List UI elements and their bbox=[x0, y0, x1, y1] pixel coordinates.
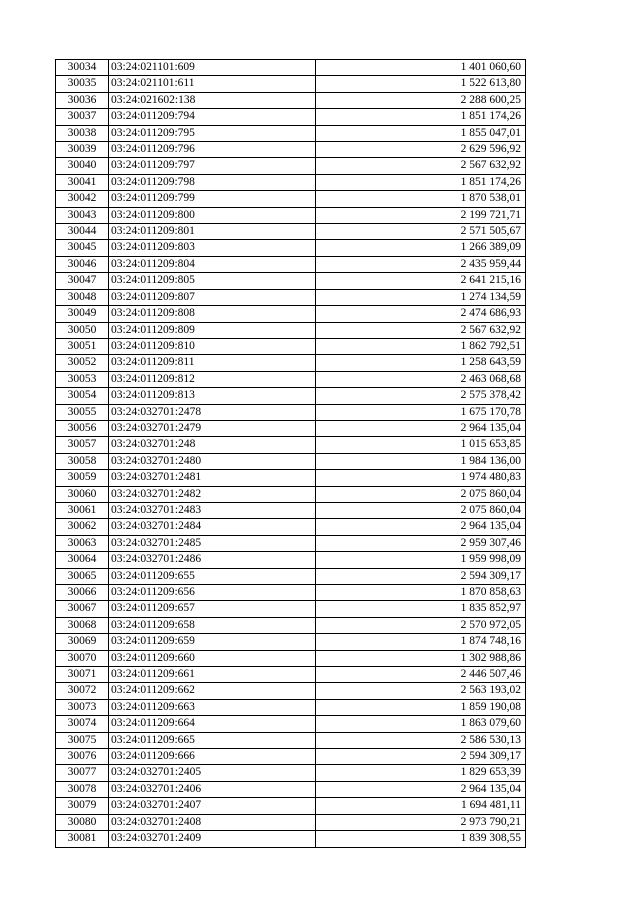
row-number-cell: 30058 bbox=[56, 453, 109, 469]
table-row bbox=[56, 322, 526, 338]
cadastral-number-cell: 03:24:011209:662 bbox=[109, 683, 316, 699]
row-number-cell: 30071 bbox=[56, 667, 109, 683]
cadastral-number-cell: 03:24:011209:659 bbox=[109, 634, 316, 650]
cadastral-value-cell: 1 874 748,16 bbox=[316, 634, 526, 650]
cadastral-number-cell: 03:24:011209:794 bbox=[109, 109, 316, 125]
row-number-cell: 30052 bbox=[56, 355, 109, 371]
cadastral-value-table bbox=[55, 59, 526, 848]
cadastral-value-cell: 2 563 193,02 bbox=[316, 683, 526, 699]
cadastral-value-cell: 1 851 174,26 bbox=[316, 109, 526, 125]
table-row bbox=[56, 453, 526, 469]
row-number-cell: 30038 bbox=[56, 125, 109, 141]
cadastral-number-cell: 03:24:011209:798 bbox=[109, 174, 316, 190]
row-number-cell: 30042 bbox=[56, 191, 109, 207]
cadastral-value-cell: 1 835 852,97 bbox=[316, 601, 526, 617]
row-number-cell: 30034 bbox=[56, 60, 109, 76]
cadastral-number-cell: 03:24:011209:657 bbox=[109, 601, 316, 617]
row-number-cell: 30077 bbox=[56, 765, 109, 781]
cadastral-number-cell: 03:24:032701:2479 bbox=[109, 420, 316, 436]
cadastral-number-cell: 03:24:032701:2480 bbox=[109, 453, 316, 469]
row-number-cell: 30051 bbox=[56, 338, 109, 354]
cadastral-number-cell: 03:24:011209:799 bbox=[109, 191, 316, 207]
cadastral-number-cell: 03:24:011209:666 bbox=[109, 749, 316, 765]
cadastral-number-cell: 03:24:032701:2483 bbox=[109, 502, 316, 518]
row-number-cell: 30069 bbox=[56, 634, 109, 650]
table-row bbox=[56, 109, 526, 125]
table-row bbox=[56, 585, 526, 601]
table-row bbox=[56, 240, 526, 256]
cadastral-number-cell: 03:24:011209:805 bbox=[109, 273, 316, 289]
row-number-cell: 30041 bbox=[56, 174, 109, 190]
row-number-cell: 30057 bbox=[56, 437, 109, 453]
row-number-cell: 30056 bbox=[56, 420, 109, 436]
row-number-cell: 30059 bbox=[56, 470, 109, 486]
table-row bbox=[56, 781, 526, 797]
cadastral-number-cell: 03:24:011209:655 bbox=[109, 568, 316, 584]
row-number-cell: 30047 bbox=[56, 273, 109, 289]
table-row bbox=[56, 634, 526, 650]
cadastral-number-cell: 03:24:032701:2409 bbox=[109, 831, 316, 847]
cadastral-value-cell: 1 851 174,26 bbox=[316, 174, 526, 190]
table-row bbox=[56, 798, 526, 814]
table-row bbox=[56, 486, 526, 502]
cadastral-number-cell: 03:24:011209:663 bbox=[109, 699, 316, 715]
row-number-cell: 30081 bbox=[56, 831, 109, 847]
cadastral-value-cell: 2 641 215,16 bbox=[316, 273, 526, 289]
cadastral-value-cell: 2 571 505,67 bbox=[316, 224, 526, 240]
cadastral-number-cell: 03:24:011209:803 bbox=[109, 240, 316, 256]
cadastral-number-cell: 03:24:032701:2484 bbox=[109, 519, 316, 535]
cadastral-value-cell: 1 258 643,59 bbox=[316, 355, 526, 371]
cadastral-value-cell: 2 964 135,04 bbox=[316, 519, 526, 535]
table-row bbox=[56, 174, 526, 190]
table-row bbox=[56, 699, 526, 715]
table-row bbox=[56, 420, 526, 436]
table-row bbox=[56, 831, 526, 847]
cadastral-value-cell: 2 567 632,92 bbox=[316, 322, 526, 338]
row-number-cell: 30070 bbox=[56, 650, 109, 666]
row-number-cell: 30067 bbox=[56, 601, 109, 617]
table-row bbox=[56, 355, 526, 371]
row-number-cell: 30062 bbox=[56, 519, 109, 535]
cadastral-value-cell: 2 973 790,21 bbox=[316, 814, 526, 830]
cadastral-value-cell: 2 474 686,93 bbox=[316, 306, 526, 322]
cadastral-value-cell: 1 839 308,55 bbox=[316, 831, 526, 847]
row-number-cell: 30072 bbox=[56, 683, 109, 699]
table-row bbox=[56, 568, 526, 584]
cadastral-number-cell: 03:24:021101:611 bbox=[109, 76, 316, 92]
cadastral-value-cell: 1 829 653,39 bbox=[316, 765, 526, 781]
row-number-cell: 30040 bbox=[56, 158, 109, 174]
row-number-cell: 30043 bbox=[56, 207, 109, 223]
cadastral-value-cell: 2 075 860,04 bbox=[316, 486, 526, 502]
table-row bbox=[56, 437, 526, 453]
row-number-cell: 30076 bbox=[56, 749, 109, 765]
cadastral-number-cell: 03:24:011209:797 bbox=[109, 158, 316, 174]
row-number-cell: 30063 bbox=[56, 535, 109, 551]
cadastral-number-cell: 03:24:032701:2482 bbox=[109, 486, 316, 502]
table-row bbox=[56, 749, 526, 765]
cadastral-number-cell: 03:24:011209:796 bbox=[109, 142, 316, 158]
table-row bbox=[56, 338, 526, 354]
cadastral-value-cell: 2 594 309,17 bbox=[316, 568, 526, 584]
cadastral-value-cell: 1 863 079,60 bbox=[316, 716, 526, 732]
cadastral-value-cell: 2 586 530,13 bbox=[316, 732, 526, 748]
cadastral-number-cell: 03:24:011209:795 bbox=[109, 125, 316, 141]
cadastral-number-cell: 03:24:011209:661 bbox=[109, 667, 316, 683]
row-number-cell: 30045 bbox=[56, 240, 109, 256]
row-number-cell: 30055 bbox=[56, 404, 109, 420]
cadastral-value-cell: 2 570 972,05 bbox=[316, 617, 526, 633]
cadastral-value-cell: 2 575 378,42 bbox=[316, 388, 526, 404]
row-number-cell: 30053 bbox=[56, 371, 109, 387]
cadastral-value-cell: 2 964 135,04 bbox=[316, 781, 526, 797]
cadastral-value-cell: 1 870 538,01 bbox=[316, 191, 526, 207]
cadastral-number-cell: 03:24:011209:807 bbox=[109, 289, 316, 305]
cadastral-number-cell: 03:24:021602:138 bbox=[109, 92, 316, 108]
table-row bbox=[56, 617, 526, 633]
row-number-cell: 30035 bbox=[56, 76, 109, 92]
cadastral-value-cell: 2 463 068,68 bbox=[316, 371, 526, 387]
table-row bbox=[56, 552, 526, 568]
table-row bbox=[56, 765, 526, 781]
cadastral-number-cell: 03:24:032701:2405 bbox=[109, 765, 316, 781]
cadastral-value-cell: 1 675 170,78 bbox=[316, 404, 526, 420]
row-number-cell: 30068 bbox=[56, 617, 109, 633]
cadastral-value-cell: 1 015 653,85 bbox=[316, 437, 526, 453]
cadastral-value-cell: 2 594 309,17 bbox=[316, 749, 526, 765]
table-row bbox=[56, 256, 526, 272]
table-row bbox=[56, 224, 526, 240]
row-number-cell: 30037 bbox=[56, 109, 109, 125]
cadastral-value-cell: 2 446 507,46 bbox=[316, 667, 526, 683]
row-number-cell: 30074 bbox=[56, 716, 109, 732]
table-row bbox=[56, 289, 526, 305]
table-row bbox=[56, 601, 526, 617]
cadastral-value-cell: 1 959 998,09 bbox=[316, 552, 526, 568]
cadastral-value-cell: 1 870 858,63 bbox=[316, 585, 526, 601]
cadastral-number-cell: 03:24:011209:808 bbox=[109, 306, 316, 322]
table-row bbox=[56, 92, 526, 108]
cadastral-value-cell: 2 959 307,46 bbox=[316, 535, 526, 551]
table-row bbox=[56, 76, 526, 92]
table-body bbox=[56, 60, 526, 848]
table-row bbox=[56, 142, 526, 158]
table-row bbox=[56, 535, 526, 551]
cadastral-number-cell: 03:24:021101:609 bbox=[109, 60, 316, 76]
table-row bbox=[56, 667, 526, 683]
cadastral-number-cell: 03:24:011209:809 bbox=[109, 322, 316, 338]
table-row bbox=[56, 191, 526, 207]
row-number-cell: 30061 bbox=[56, 502, 109, 518]
cadastral-number-cell: 03:24:011209:665 bbox=[109, 732, 316, 748]
cadastral-number-cell: 03:24:032701:2478 bbox=[109, 404, 316, 420]
table-row bbox=[56, 814, 526, 830]
cadastral-value-cell: 1 862 792,51 bbox=[316, 338, 526, 354]
table-row bbox=[56, 158, 526, 174]
cadastral-number-cell: 03:24:032701:2481 bbox=[109, 470, 316, 486]
table-row bbox=[56, 519, 526, 535]
row-number-cell: 30075 bbox=[56, 732, 109, 748]
table-row bbox=[56, 650, 526, 666]
table-row bbox=[56, 683, 526, 699]
table-row bbox=[56, 60, 526, 76]
row-number-cell: 30065 bbox=[56, 568, 109, 584]
cadastral-value-cell: 2 567 632,92 bbox=[316, 158, 526, 174]
table-row bbox=[56, 306, 526, 322]
row-number-cell: 30044 bbox=[56, 224, 109, 240]
cadastral-number-cell: 03:24:011209:656 bbox=[109, 585, 316, 601]
row-number-cell: 30066 bbox=[56, 585, 109, 601]
row-number-cell: 30050 bbox=[56, 322, 109, 338]
row-number-cell: 30079 bbox=[56, 798, 109, 814]
cadastral-value-cell: 2 964 135,04 bbox=[316, 420, 526, 436]
cadastral-value-cell: 1 855 047,01 bbox=[316, 125, 526, 141]
table-row bbox=[56, 716, 526, 732]
row-number-cell: 30049 bbox=[56, 306, 109, 322]
row-number-cell: 30060 bbox=[56, 486, 109, 502]
cadastral-number-cell: 03:24:032701:2408 bbox=[109, 814, 316, 830]
cadastral-number-cell: 03:24:032701:2407 bbox=[109, 798, 316, 814]
cadastral-number-cell: 03:24:032701:2406 bbox=[109, 781, 316, 797]
cadastral-number-cell: 03:24:011209:658 bbox=[109, 617, 316, 633]
table-row bbox=[56, 732, 526, 748]
cadastral-value-cell: 1 274 134,59 bbox=[316, 289, 526, 305]
row-number-cell: 30046 bbox=[56, 256, 109, 272]
table-row bbox=[56, 371, 526, 387]
cadastral-value-cell: 2 629 596,92 bbox=[316, 142, 526, 158]
row-number-cell: 30054 bbox=[56, 388, 109, 404]
table-row bbox=[56, 207, 526, 223]
cadastral-value-cell: 1 694 481,11 bbox=[316, 798, 526, 814]
row-number-cell: 30039 bbox=[56, 142, 109, 158]
cadastral-value-cell: 1 302 988,86 bbox=[316, 650, 526, 666]
cadastral-value-cell: 2 288 600,25 bbox=[316, 92, 526, 108]
cadastral-number-cell: 03:24:011209:813 bbox=[109, 388, 316, 404]
cadastral-number-cell: 03:24:011209:801 bbox=[109, 224, 316, 240]
cadastral-value-cell: 2 435 959,44 bbox=[316, 256, 526, 272]
cadastral-number-cell: 03:24:011209:660 bbox=[109, 650, 316, 666]
cadastral-number-cell: 03:24:011209:800 bbox=[109, 207, 316, 223]
row-number-cell: 30064 bbox=[56, 552, 109, 568]
cadastral-value-cell: 1 266 389,09 bbox=[316, 240, 526, 256]
table-row bbox=[56, 388, 526, 404]
table-row bbox=[56, 502, 526, 518]
cadastral-value-cell: 1 984 136,00 bbox=[316, 453, 526, 469]
row-number-cell: 30073 bbox=[56, 699, 109, 715]
row-number-cell: 30036 bbox=[56, 92, 109, 108]
cadastral-value-cell: 2 075 860,04 bbox=[316, 502, 526, 518]
row-number-cell: 30048 bbox=[56, 289, 109, 305]
cadastral-value-cell: 1 859 190,08 bbox=[316, 699, 526, 715]
cadastral-value-cell: 1 401 060,60 bbox=[316, 60, 526, 76]
row-number-cell: 30080 bbox=[56, 814, 109, 830]
cadastral-number-cell: 03:24:032701:248 bbox=[109, 437, 316, 453]
cadastral-number-cell: 03:24:011209:804 bbox=[109, 256, 316, 272]
table-row bbox=[56, 404, 526, 420]
row-number-cell: 30078 bbox=[56, 781, 109, 797]
cadastral-number-cell: 03:24:032701:2485 bbox=[109, 535, 316, 551]
cadastral-number-cell: 03:24:011209:664 bbox=[109, 716, 316, 732]
table-row bbox=[56, 273, 526, 289]
cadastral-number-cell: 03:24:011209:812 bbox=[109, 371, 316, 387]
cadastral-value-cell: 1 522 613,80 bbox=[316, 76, 526, 92]
cadastral-number-cell: 03:24:011209:810 bbox=[109, 338, 316, 354]
table-row bbox=[56, 470, 526, 486]
cadastral-number-cell: 03:24:032701:2486 bbox=[109, 552, 316, 568]
cadastral-number-cell: 03:24:011209:811 bbox=[109, 355, 316, 371]
table-row bbox=[56, 125, 526, 141]
cadastral-value-cell: 2 199 721,71 bbox=[316, 207, 526, 223]
cadastral-value-cell: 1 974 480,83 bbox=[316, 470, 526, 486]
